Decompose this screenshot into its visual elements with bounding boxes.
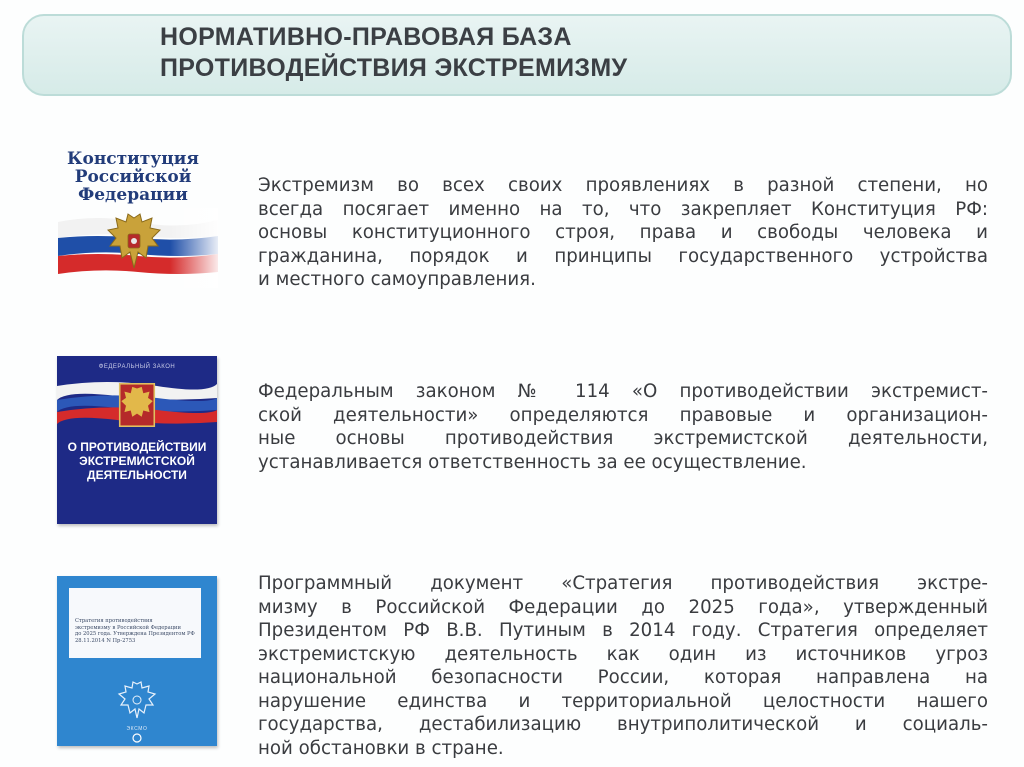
paragraph-line: устанавливается ответственность за ее осуществление.	[258, 451, 807, 473]
book-title-line: О ПРОТИВОДЕЙСТВИИ	[67, 440, 207, 454]
book-top-label: ФЕДЕРАЛЬНЫЙ ЗАКОН	[98, 364, 176, 370]
federal-law-book-cover	[57, 356, 217, 524]
constitution-title	[58, 150, 208, 204]
paragraph-line: Президентом РФ В.В. Путиным в 2014 году. Стратегия определяет	[258, 620, 988, 641]
strategy-title-page	[69, 588, 201, 658]
strategy-title-line: Стратегия противодействия	[75, 618, 153, 624]
book-title	[63, 440, 211, 482]
constitution-title-line-1: Конституция	[67, 149, 199, 169]
paragraph-line: основы конституционного строя, права и свободы человека и	[258, 222, 988, 243]
constitution-paragraph	[258, 174, 988, 292]
constitution-title-line-2: Российской	[74, 167, 192, 187]
paragraph-line: национальной безопасности России, которая направлена на	[258, 667, 988, 688]
paragraph-line: гражданина, порядок и принципы государственного устройства	[258, 245, 988, 267]
paragraph-line: экстремистскую деятельность как один из источников угроз	[258, 643, 988, 665]
eksmo-logo-icon	[132, 733, 142, 743]
paragraph-line: мизму в Российской Федерации до 2025 года», утвержденный	[258, 596, 988, 618]
paragraph-line: ные основы противодействия экстремистской деятельности,	[258, 428, 988, 449]
page-title-line-1: НОРМАТИВНО-ПРАВОВАЯ БАЗА	[160, 23, 572, 51]
strategy-book-cover	[57, 576, 217, 746]
paragraph-line: Программный документ «Стратегия противодействия экстре-	[258, 573, 988, 594]
strategy-title-line: экстремизму в Российской Федерации	[75, 624, 181, 631]
paragraph-line: Экстремизм во всех своих проявлениях в разной степени, но	[258, 175, 988, 196]
strategy-title-text	[75, 618, 195, 644]
strategy-paragraph	[258, 572, 988, 760]
paragraph-line: государства, дестабилизацию внутриполитической и социаль-	[258, 714, 988, 735]
paragraph-line: ной обстановки в стране.	[258, 737, 504, 759]
paragraph-line: Федеральным законом № 114 «О противодействии экстремист-	[258, 381, 988, 402]
strategy-title-line: до 2025 года. Утверждена Президентом РФ	[75, 631, 195, 637]
constitution-illustration	[58, 150, 218, 280]
russian-coat-of-arms-icon	[117, 680, 157, 720]
book-title-line: ДЕЯТЕЛЬНОСТИ	[87, 468, 187, 482]
book-title-line: ЭКСТРЕМИСТСКОЙ	[79, 454, 195, 468]
page-title	[160, 22, 627, 84]
paragraph-line: всегда посягает именно на то, что закрепляет Конституция РФ:	[258, 198, 988, 220]
publisher-label: ЭКСМО	[126, 726, 148, 732]
strategy-title-line: 28.11.2014 N Пр-2753	[75, 637, 136, 644]
constitution-title-line-3: Федерации	[78, 185, 188, 205]
russian-coat-of-arms-icon	[106, 212, 162, 274]
paragraph-line: и местного самоуправления.	[258, 269, 536, 290]
federal-law-paragraph	[258, 380, 988, 474]
paragraph-line: нарушение единства и территориальной целостности нашего	[258, 690, 988, 712]
russian-coat-of-arms-icon	[115, 380, 159, 430]
page-title-line-2: ПРОТИВОДЕЙСТВИЯ ЭКСТРЕМИЗМУ	[160, 54, 628, 82]
paragraph-line: ской деятельности» определяются правовые и организацион-	[258, 404, 988, 426]
